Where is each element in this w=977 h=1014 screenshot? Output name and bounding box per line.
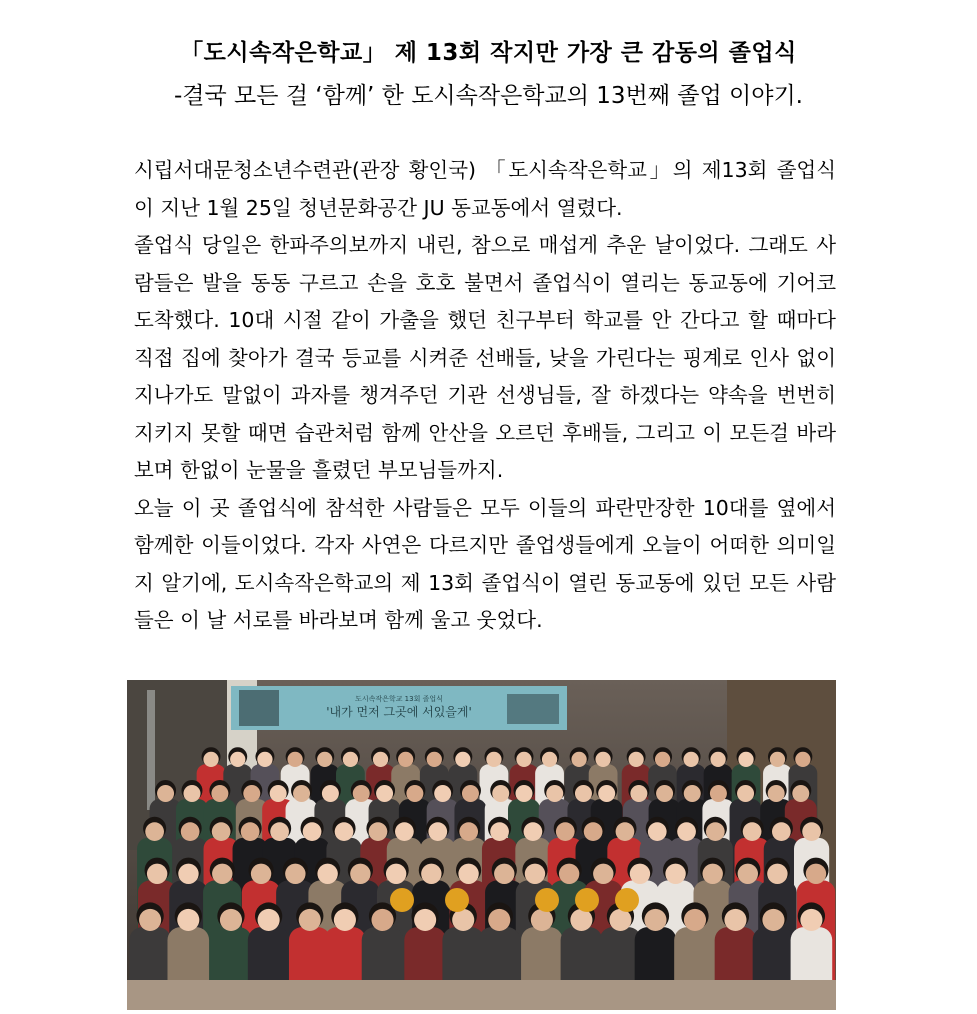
person-face bbox=[373, 752, 388, 767]
article-title: 「도시속작은학교」 제 13회 작지만 가장 큰 감동의 졸업식 bbox=[180, 40, 797, 66]
person-face bbox=[795, 752, 810, 767]
person-face bbox=[515, 785, 532, 802]
person-face bbox=[157, 785, 174, 802]
person-face bbox=[376, 785, 393, 802]
person-face bbox=[710, 752, 725, 767]
person-face bbox=[556, 822, 575, 841]
person-face bbox=[414, 909, 436, 931]
person-face bbox=[285, 864, 305, 884]
flower-bouquet bbox=[535, 888, 559, 912]
person-face bbox=[546, 785, 563, 802]
person-face bbox=[459, 822, 478, 841]
flower-bouquet bbox=[390, 888, 414, 912]
person-face bbox=[462, 785, 479, 802]
person-face bbox=[369, 822, 388, 841]
person-face bbox=[203, 752, 218, 767]
person-face bbox=[630, 785, 647, 802]
flower-bouquet bbox=[575, 888, 599, 912]
person-face bbox=[395, 822, 414, 841]
person-face bbox=[656, 785, 673, 802]
person-face bbox=[648, 822, 667, 841]
person-face bbox=[800, 909, 822, 931]
person-face bbox=[492, 785, 509, 802]
person-face bbox=[406, 785, 423, 802]
person-face bbox=[684, 785, 701, 802]
person-face bbox=[584, 822, 603, 841]
person-face bbox=[598, 785, 615, 802]
person-face bbox=[767, 864, 787, 884]
person-face bbox=[706, 822, 725, 841]
person-face bbox=[628, 752, 643, 767]
person-face bbox=[542, 752, 557, 767]
person-face bbox=[609, 909, 631, 931]
person-face bbox=[525, 864, 545, 884]
person-face bbox=[655, 752, 670, 767]
person-face bbox=[371, 909, 393, 931]
person-face bbox=[738, 864, 758, 884]
person-face bbox=[738, 752, 753, 767]
person-face bbox=[665, 864, 685, 884]
banner-line1: 도시속작은학교 13회 졸업식 bbox=[355, 695, 443, 703]
person-face bbox=[452, 909, 474, 931]
person-face bbox=[490, 822, 509, 841]
person-face bbox=[772, 822, 791, 841]
person-face bbox=[303, 822, 322, 841]
person-face bbox=[524, 822, 543, 841]
person-face bbox=[630, 864, 650, 884]
person-face bbox=[458, 864, 478, 884]
person-face bbox=[428, 822, 447, 841]
person-face bbox=[270, 785, 287, 802]
person-face bbox=[270, 822, 289, 841]
person-face bbox=[762, 909, 784, 931]
person-face bbox=[737, 785, 754, 802]
person-face bbox=[251, 864, 271, 884]
person-face bbox=[571, 752, 586, 767]
person-face bbox=[802, 822, 821, 841]
person-face bbox=[593, 864, 613, 884]
article-subtitle: -결국 모든 걸 ‘함께’ 한 도시속작은학교의 13번째 졸업 이야기. bbox=[173, 83, 803, 109]
person-face bbox=[211, 785, 228, 802]
person-face bbox=[350, 864, 370, 884]
person-face bbox=[792, 785, 809, 802]
person-face bbox=[595, 752, 610, 767]
article-paragraph: 오늘 이 곳 졸업식에 참석한 사람들은 모두 이들의 파란만장한 10대를 옆에서 함께한 이들이었다. 각자 사연은 다르지만 졸업생들에게 오늘이 어떠한 의미일지 알기에, 도시속작은학교의 제 13회 졸업식이 열린 동교동에 있던 모든 사람들은 이 날 서로를 바라보며 함께 울고 웃었다. bbox=[134, 495, 836, 632]
person-face bbox=[421, 864, 441, 884]
person-face bbox=[768, 785, 785, 802]
person-face bbox=[644, 909, 666, 931]
person-face bbox=[516, 752, 531, 767]
person-face bbox=[684, 909, 706, 931]
person-face bbox=[683, 752, 698, 767]
person-face bbox=[258, 909, 280, 931]
person-face bbox=[386, 864, 406, 884]
article-paragraph: 시립서대문청소년수련관(관장 황인국) 「도시속작은학교」의 제13회 졸업식이 지난 1월 25일 청년문화공간 JU 동교동에서 열렸다. bbox=[134, 158, 836, 220]
person-face bbox=[570, 909, 592, 931]
person-face bbox=[806, 864, 826, 884]
person-face bbox=[230, 752, 245, 767]
person-face bbox=[486, 752, 501, 767]
person-face bbox=[145, 822, 164, 841]
person-face bbox=[243, 785, 260, 802]
person-face bbox=[398, 752, 413, 767]
person-face bbox=[353, 785, 370, 802]
person-face bbox=[743, 822, 762, 841]
flower-bouquet bbox=[445, 888, 469, 912]
person-face bbox=[494, 864, 514, 884]
person-face bbox=[147, 864, 167, 884]
person-face bbox=[178, 864, 198, 884]
person-face bbox=[139, 909, 161, 931]
person-face bbox=[177, 909, 199, 931]
person-face bbox=[181, 822, 200, 841]
person-face bbox=[212, 822, 231, 841]
person-face bbox=[299, 909, 321, 931]
person-face bbox=[317, 864, 337, 884]
person-face bbox=[575, 785, 592, 802]
person-face bbox=[531, 909, 553, 931]
person-face bbox=[427, 752, 442, 767]
article-body bbox=[134, 152, 836, 640]
person-face bbox=[724, 909, 746, 931]
article-paragraph: 졸업식 당일은 한파주의보까지 내린, 참으로 매섭게 추운 날이었다. 그래도 사람들은 발을 동동 구르고 손을 호호 불면서 졸업식이 열리는 동교동에 기어코 도착했다. 10대 시절 같이 가출을 했던 친구부터 학교를 안 간다고 할 때마다 직접 집에 찾아가 결국 등교를 시켜준 선배들, 낮을 가린다는 핑계로 인사 없이 지나가도 말없이 과자를 챙겨주던 기관 선생님들, 잘 하겠다는 약속을 번번히 지키지 못할 때면 습관처럼 함께 안산을 오르던 후배들, 그리고 이 모든걸 바라보며 한없이 눈물을 흘렸던 부모님들까지. bbox=[134, 233, 836, 482]
crowd bbox=[129, 747, 835, 1010]
person-face bbox=[455, 752, 470, 767]
person-face bbox=[335, 822, 354, 841]
stage-banner bbox=[231, 686, 567, 730]
person-face bbox=[710, 785, 727, 802]
person-face bbox=[293, 785, 310, 802]
person-face bbox=[343, 752, 358, 767]
person-face bbox=[334, 909, 356, 931]
person-face bbox=[257, 752, 272, 767]
banner-line2: '내가 먼저 그곳에 서있을게' bbox=[326, 705, 472, 719]
person-face bbox=[322, 785, 339, 802]
person-face bbox=[702, 864, 722, 884]
person-face bbox=[183, 785, 200, 802]
person-face bbox=[287, 752, 302, 767]
person-face bbox=[241, 822, 260, 841]
person-face bbox=[220, 909, 242, 931]
flower-bouquet bbox=[615, 888, 639, 912]
graduation-group-photo bbox=[127, 680, 836, 1010]
person-face bbox=[317, 752, 332, 767]
person-face bbox=[616, 822, 635, 841]
person-face bbox=[559, 864, 579, 884]
person-face bbox=[770, 752, 785, 767]
person-face bbox=[434, 785, 451, 802]
person-face bbox=[677, 822, 696, 841]
person-face bbox=[488, 909, 510, 931]
person-face bbox=[212, 864, 232, 884]
